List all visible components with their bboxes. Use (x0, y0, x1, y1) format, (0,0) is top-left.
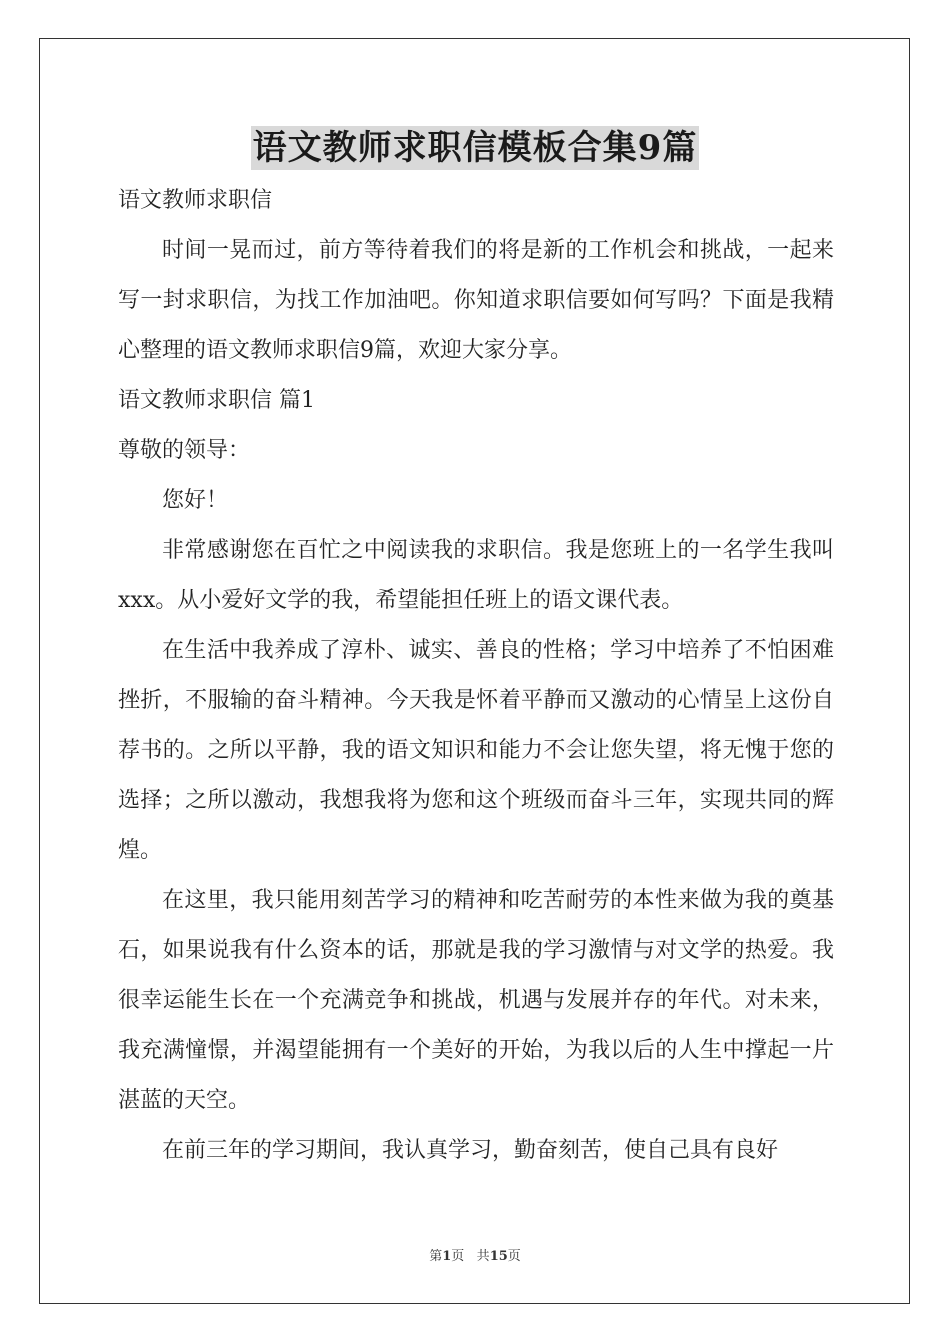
salutation: 尊敬的领导： (118, 438, 251, 463)
total-pages: 15 (489, 1249, 508, 1264)
section-heading: 语文教师求职信 篇1 (118, 388, 315, 413)
page-number: 1 (442, 1249, 452, 1264)
page-footer (0, 1245, 950, 1264)
paragraph: 非常感谢您在百忙之中阅读我的求职信。我是您班上的一名学生我叫xxx。从小爱好文学的我，希望能担任班上的语文课代表。 (118, 538, 834, 613)
footer-prefix: 第 (429, 1249, 443, 1264)
footer-total-suffix: 页 (507, 1249, 521, 1264)
title-container (0, 126, 950, 170)
greeting: 您好！ (162, 488, 229, 513)
paragraph: 在生活中我养成了淳朴、诚实、善良的性格；学习中培养了不怕困难挫折，不服输的奋斗精神。今天我是怀着平静而又激动的心情呈上这份自荐书的。之所以平静，我的语文知识和能力不会让您失望，将无愧于您的选择；之所以激动，我想我将为您和这个班级而奋斗三年，实现共同的辉煌。 (118, 638, 834, 863)
document-title: 语文教师求职信模板合集9篇 (252, 128, 698, 168)
document-body (118, 176, 834, 1176)
paragraph: 时间一晃而过，前方等待着我们的将是新的工作机会和挑战，一起来写一封求职信，为找工作加油吧。你知道求职信要如何写吗？下面是我精心整理的语文教师求职信9篇，欢迎大家分享。 (118, 238, 834, 363)
paragraph: 在这里，我只能用刻苦学习的精神和吃苦耐劳的本性来做为我的奠基石，如果说我有什么资本的话，那就是我的学习激情与对文学的热爱。我很幸运能生长在一个充满竞争和挑战，机遇与发展并存的年代。对未来，我充满憧憬，并渴望能拥有一个美好的开始，为我以后的人生中撑起一片湛蓝的天空。 (118, 888, 834, 1113)
footer-total-prefix: 共 (476, 1249, 490, 1264)
paragraph: 在前三年的学习期间，我认真学习，勤奋刻苦，使自己具有良好 (162, 1138, 779, 1163)
footer-page-suffix: 页 (451, 1249, 465, 1264)
paragraph: 语文教师求职信 (118, 188, 273, 213)
